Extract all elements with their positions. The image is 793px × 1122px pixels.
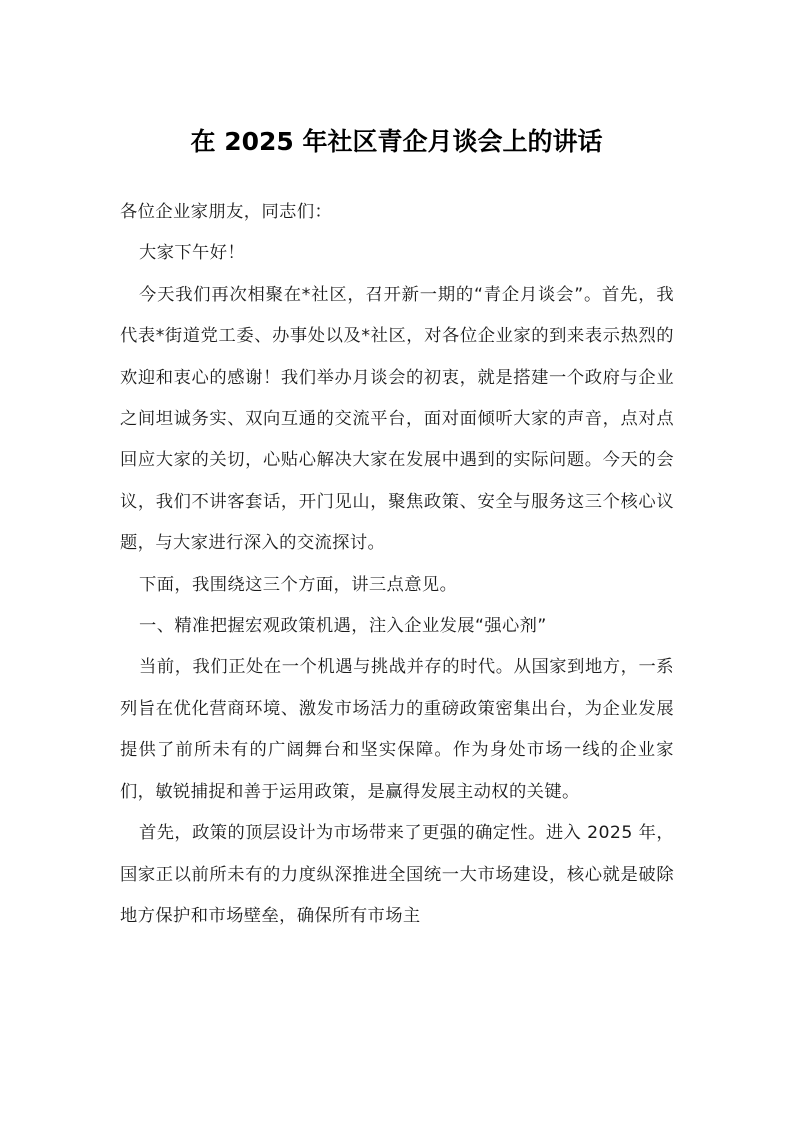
section-heading: 一、精准把握宏观政策机遇，注入企业发展“强心剂” bbox=[139, 616, 547, 637]
body-paragraph: 下面，我围绕这三个方面，讲三点意见。 bbox=[139, 574, 458, 595]
body-paragraph: 首先，政策的顶层设计为市场带来了更强的确定性。进入 2025 年，国家正以前所未有的力度纵深推进全国统一大市场建设，核心就是破除地方保护和市场壁垒，确保所有市场主 bbox=[120, 823, 674, 926]
greeting-paragraph: 大家下午好！ bbox=[139, 243, 246, 264]
body-paragraph: 当前，我们正处在一个机遇与挑战并存的时代。从国家到地方，一系列旨在优化营商环境、激发市场活力的重磅政策密集出台，为企业发展提供了前所未有的广阔舞台和坚实保障。作为身处市场一线的企业家们，敏锐捕捉和善于运用政策，是赢得发展主动权的关键。 bbox=[120, 657, 674, 802]
body-paragraph: 今天我们再次相聚在*社区，召开新一期的“青企月谈会”。首先，我代表*街道党工委、办事处以及*社区，对各位企业家的到来表示热烈的欢迎和衷心的感谢！我们举办月谈会的初衷，就是搭建一个政府与企业之间坦诚务实、双向互通的交流平台，面对面倾听大家的声音，点对点回应大家的关切，心贴心解决大家在发展中遇到的实际问题。今天的会议，我们不讲客套话，开门见山，聚焦政策、安全与服务这三个核心议题，与大家进行深入的交流探讨。 bbox=[120, 284, 674, 554]
document-title: 在 2025 年社区青企月谈会上的讲话 bbox=[190, 127, 603, 156]
document-body bbox=[120, 192, 674, 937]
salutation-paragraph: 各位企业家朋友，同志们： bbox=[120, 202, 333, 222]
